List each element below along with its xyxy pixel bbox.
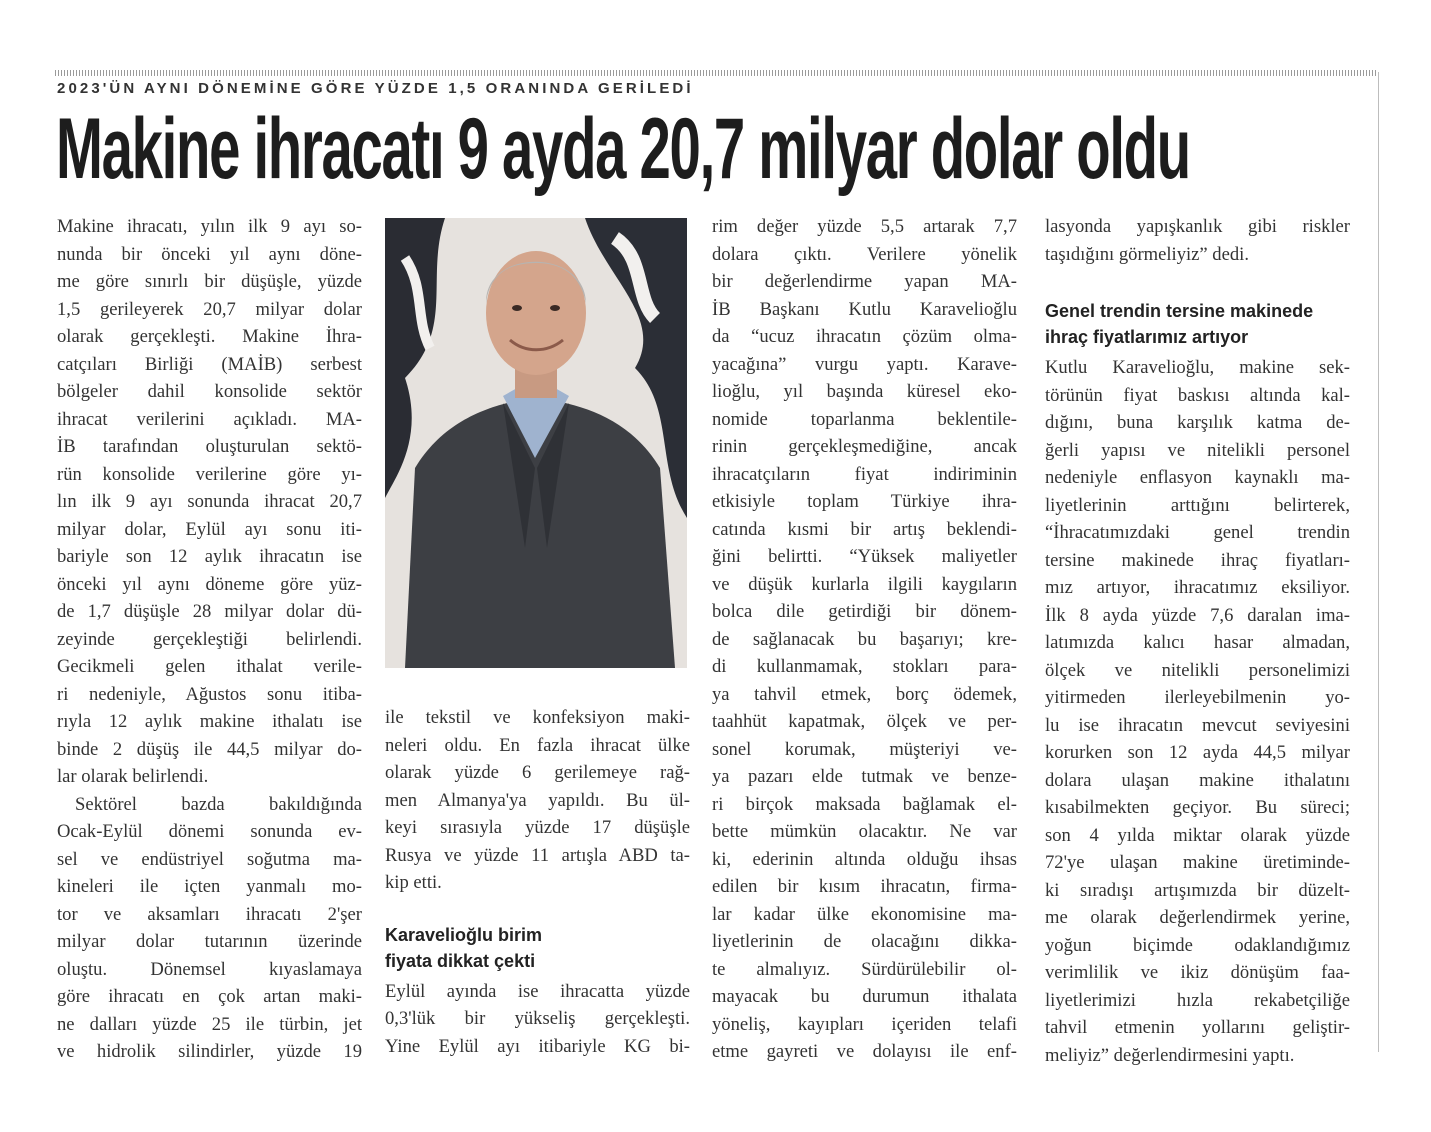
text-line: oluştu. Dönemsel kıyaslamaya	[57, 958, 362, 980]
text-line: liyetlerimizi hızla rekabetçiliğe	[1045, 989, 1350, 1011]
text-line: bariyle son 12 aylık ihracatın ise	[57, 546, 362, 567]
text-line: dolara çıktı. Verilere yönelik	[712, 243, 1017, 265]
top-dotted-rule	[55, 70, 1377, 76]
text-line: edilen bir kısım ihracatın, firma-	[712, 876, 1017, 897]
text-line: bir değerlendirme yapan MA-	[712, 271, 1017, 292]
text-line: Eylül ayında ise ihracatta yüzde	[385, 980, 690, 1002]
text-line: ihracatçıların fiyat indiriminin	[712, 463, 1017, 485]
text-line: mayacak bu durumun ithalata	[712, 986, 1017, 1007]
text-line: olarak yüzde 6 gerilemeye rağ-	[385, 762, 690, 783]
text-line: Makine ihracatı, yılın ilk 9 ayı so-	[57, 216, 362, 237]
text-line: da “ucuz ihracatın çözüm olma-	[712, 326, 1017, 347]
text-line: milyar dolar tutarının üzerinde	[57, 931, 362, 952]
text-line: ya tahvil etmek, borç ödemek,	[712, 683, 1017, 705]
text-line: 0,3'lük bir yükseliş gerçekleşti.	[385, 1008, 690, 1029]
text-line: neleri oldu. En fazla ihracat ülke	[385, 734, 690, 756]
text-line: önceki yıl aynı döneme göre yüz-	[57, 573, 362, 595]
text-line: İB Başkanı Kutlu Karavelioğlu	[712, 298, 1017, 320]
text-line: törünün fiyat baskısı altında kal-	[1045, 384, 1350, 406]
subheading-line: Karavelioğlu birim	[385, 924, 543, 945]
paragraph	[57, 791, 362, 1066]
text-line: me olarak değerlendirmek yerine,	[1045, 907, 1350, 928]
text-line: yöneliş, kayıpları içeriden telafi	[712, 1013, 1017, 1035]
paragraph	[1045, 213, 1350, 268]
text-line: 72'ye ulaşan makine üretiminde-	[1045, 852, 1350, 873]
paragraph	[712, 213, 1017, 1066]
text-line: kısabilmekten geçiyor. Bu süreci;	[1045, 797, 1350, 818]
text-line: “İhracatımızdaki genel trendin	[1045, 522, 1350, 543]
text-line: korurken son 12 ayda 44,5 milyar	[1045, 742, 1350, 763]
text-line: bölgeler dahil konsolide sektör	[57, 381, 362, 402]
text-line: ne dalları yüzde 25 ile türbin, jet	[57, 1013, 362, 1035]
text-line: nedeniyle enflasyon kaynaklı ma-	[1045, 467, 1350, 488]
text-line: son 4 yılda miktar olarak yüzde	[1045, 824, 1350, 846]
text-line: de sağlanacak bu başarıyı; kre-	[712, 628, 1017, 650]
text-line: catçıları Birliği (MAİB) serbest	[57, 353, 362, 375]
text-line: lar olarak belirlendi.	[57, 766, 209, 787]
text-line: etme gayreti ve dolayısı ile enf-	[712, 1041, 1017, 1062]
text-line: taahhüt kapatmak, ölçek ve per-	[712, 711, 1017, 732]
text-line: Yine Eylül ayı itibariyle KG bi-	[385, 1035, 690, 1057]
text-line: rim değer yüzde 5,5 artarak 7,7	[712, 216, 1017, 237]
text-line: yitirmeden ilerleyebilmenin yo-	[1045, 687, 1350, 708]
text-line: catında kısmi bir artış beklendi-	[712, 518, 1017, 540]
text-line: me göre sınırlı bir düşüşle, yüzde	[57, 271, 362, 292]
text-line: ihracat verilerini açıkladı. MA-	[57, 408, 362, 430]
text-line: milyar dolar, Eylül ayı sonu iti-	[57, 518, 362, 540]
article-column-4	[1045, 213, 1350, 1069]
text-line: zeyinde gerçekleştiği belirlendi.	[57, 628, 362, 650]
text-line: Ocak-Eylül dönemi sonunda ev-	[57, 821, 362, 842]
text-line: lın ilk 9 ayı sonunda ihracat 20,7	[57, 491, 362, 512]
paragraph	[385, 978, 690, 1061]
text-line: göre ihracatı en çok artan maki-	[57, 986, 362, 1007]
text-line: ölçek ve nitelikli personelimizi	[1045, 659, 1350, 681]
text-line: bolca dile getirdiği bir dönem-	[712, 601, 1017, 622]
text-line: rinin gerçekleşmediğine, ancak	[712, 436, 1017, 457]
text-line: sonel korumak, müşteriyi ve-	[712, 738, 1017, 760]
subheading	[385, 922, 690, 974]
text-line: nomide toparlanma beklentile-	[712, 408, 1017, 430]
text-line: te almalıyız. Sürdürülebilir ol-	[712, 958, 1017, 980]
subheading-line: fiyata dikkat çekti	[385, 950, 536, 971]
text-line: mız artıyor, ihracatımız eksiliyor.	[1045, 577, 1350, 598]
text-line: tersine makinede ihraç fiyatları-	[1045, 549, 1350, 571]
paragraph	[385, 704, 690, 897]
text-line: Rusya ve yüzde 11 artışla ABD ta-	[385, 844, 690, 866]
text-line: keyi sırasıyla yüzde 17 düşüşle	[385, 817, 690, 838]
text-line: taşıdığını görmeliyiz” dedi.	[1045, 243, 1249, 265]
text-line: men Almanya'ya yapıldı. Bu ül-	[385, 789, 690, 811]
article-column-1	[57, 213, 362, 1066]
text-line: rıyla 12 aylık makine ithalatı ise	[57, 711, 362, 732]
text-line: lar kadar ülke ekonomisine ma-	[712, 903, 1017, 925]
text-line: ve düşük kurlarla ilgili kaygıların	[712, 573, 1017, 595]
text-line: ki, ederinin altında olduğu ihsas	[712, 848, 1017, 870]
text-line: liyetlerinin arttığını belirterek,	[1045, 494, 1350, 516]
kicker: 2023'ÜN AYNI DÖNEMİNE GÖRE YÜZDE 1,5 ORANINDA GERİLEDİ	[57, 80, 694, 97]
text-line: de 1,7 düşüşle 28 milyar dolar dü-	[57, 601, 362, 622]
text-line: ile tekstil ve konfeksiyon maki-	[385, 707, 690, 728]
text-line: kip etti.	[385, 872, 442, 893]
text-line: Gecikmeli gelen ithalat verile-	[57, 656, 362, 677]
text-line: dolara ulaşan makine ithalatını	[1045, 769, 1350, 791]
text-line: ğerli yapısı ve nitelikli personel	[1045, 439, 1350, 461]
text-line: yoğun biçimde odaklandığımız	[1045, 934, 1350, 956]
subheading-line: Genel trendin tersine makinede	[1045, 301, 1314, 321]
article-column-2	[385, 704, 690, 1060]
text-line: ki sıradışı artışımızda bir düzelt-	[1045, 879, 1350, 901]
text-line: ri nedeniyle, Ağustos sonu itiba-	[57, 683, 362, 705]
text-line: dığını, buna karşılık katma de-	[1045, 412, 1350, 433]
text-line: yacağına” vurgu yaptı. Karave-	[712, 353, 1017, 375]
text-line: rün konsolide verilerine göre yı-	[57, 463, 362, 485]
subheading	[1045, 298, 1350, 350]
text-line: kineleri ile içten yanmalı mo-	[57, 876, 362, 897]
text-line: ri birçok maksada bağlamak el-	[712, 793, 1017, 815]
headline: Makine ihracatı 9 ayda 20,7 milyar dolar oldu	[56, 101, 1190, 197]
text-line: tahvil etmenin yollarını geliştir-	[1045, 1017, 1350, 1038]
text-line: lu ise ihracatın mevcut seviyesini	[1045, 714, 1350, 736]
text-line: binde 2 düşüş ile 44,5 milyar do-	[57, 738, 362, 760]
text-line: lioğlu, yıl başında küresel eko-	[712, 381, 1017, 402]
text-line: latımızda kalıcı hasar almadan,	[1045, 632, 1350, 653]
article-column-3	[712, 213, 1017, 1066]
text-line: ya pazarı elde tutmak ve benze-	[712, 766, 1017, 787]
text-line: ve hidrolik silindirler, yüzde 19	[57, 1041, 362, 1062]
right-column-rule	[1378, 72, 1379, 1052]
text-line: di kullanmamak, stokları para-	[712, 656, 1017, 677]
text-line: Sektörel bazda bakıldığında	[75, 793, 362, 815]
text-line: liyetlerinin de olacağını dikka-	[712, 931, 1017, 952]
paragraph	[1045, 354, 1350, 1069]
text-line: Kutlu Karavelioğlu, makine sek-	[1045, 357, 1350, 378]
text-line: bette mümkün olacaktır. Ne var	[712, 821, 1017, 842]
text-line: tor ve aksamları ihracatı 2'şer	[57, 903, 362, 925]
text-line: 1,5 gerileyerek 20,7 milyar dolar	[57, 298, 362, 320]
text-line: meliyiz” değerlendirmesini yaptı.	[1045, 1044, 1295, 1066]
text-line: olarak gerçekleşti. Makine İhra-	[57, 326, 362, 347]
text-line: İlk 8 ayda yüzde 7,6 daralan ima-	[1045, 604, 1350, 626]
text-line: sel ve endüstriyel soğutma ma-	[57, 848, 362, 870]
text-line: lasyonda yapışkanlık gibi riskler	[1045, 216, 1350, 237]
text-line: verimlilik ve ikiz dönüşüm faa-	[1045, 962, 1350, 983]
text-line: etkisiyle toplam Türkiye ihra-	[712, 491, 1017, 512]
text-line: ğini belirtti. “Yüksek maliyetler	[712, 546, 1017, 567]
subheading-line: ihraç fiyatlarımız artıyor	[1045, 327, 1249, 347]
text-line: nunda bir önceki yıl aynı döne-	[57, 243, 362, 265]
text-line: İB tarafından oluşturulan sektö-	[57, 436, 362, 457]
portrait-photo	[385, 218, 687, 668]
paragraph	[57, 213, 362, 791]
